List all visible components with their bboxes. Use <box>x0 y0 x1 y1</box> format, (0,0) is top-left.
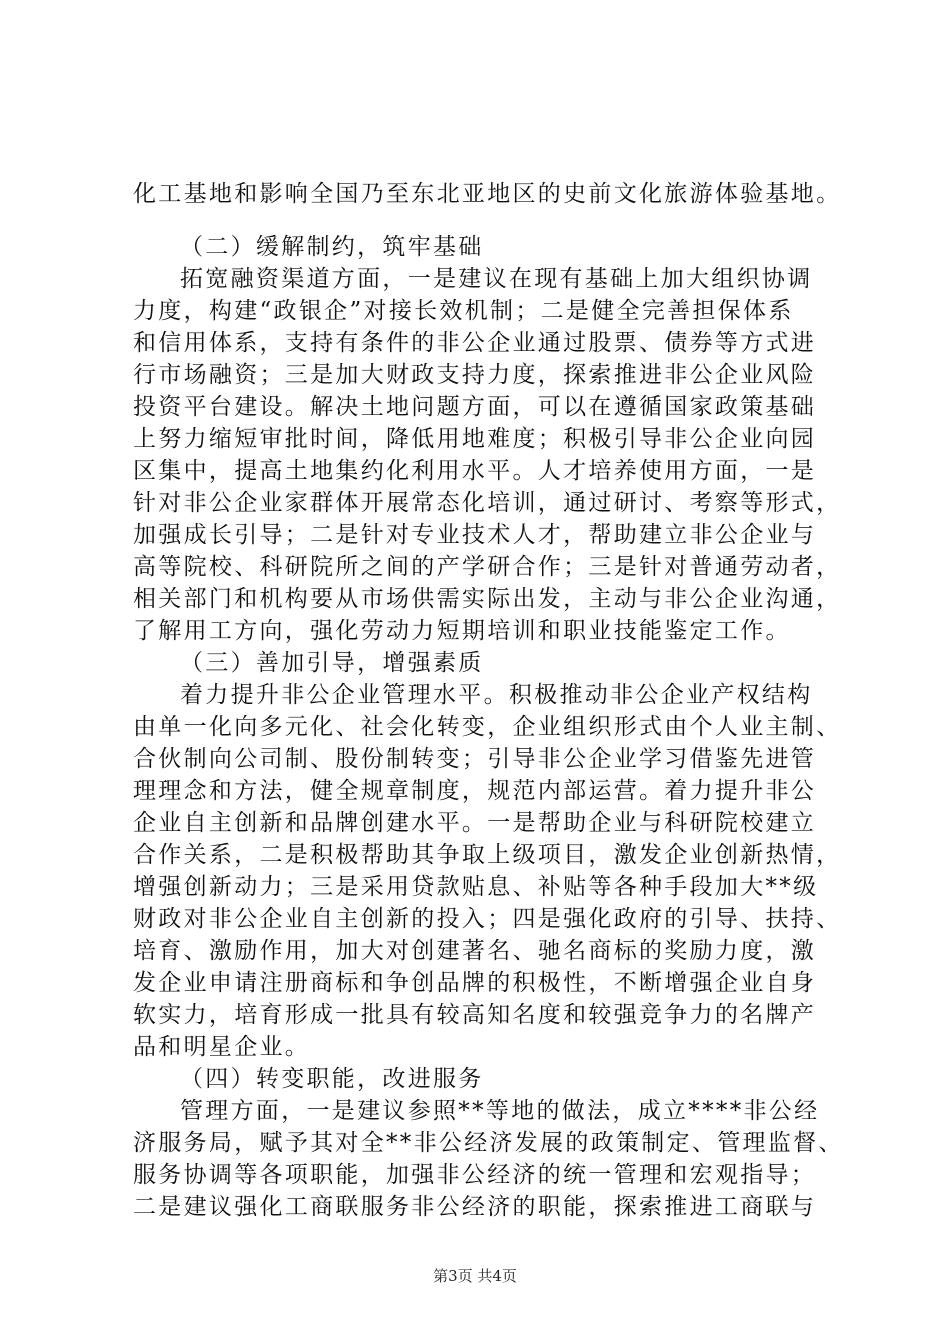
text-line: 力度，构建“政银企”对接长效机制；二是健全完善担保体系 <box>133 298 794 324</box>
text-line: 相关部门和机构要从市场供需实际出发，主动与非公企业沟通， <box>133 586 842 612</box>
text-line: 行市场融资；三是加大财政支持力度，探索推进非公企业风险 <box>133 362 817 388</box>
text-line: 管理方面，一是建议参照**等地的做法，成立****非公经 <box>180 1098 820 1124</box>
text-line: 和信用体系，支持有条件的非公企业通过股票、债券等方式进 <box>133 330 817 356</box>
text-line: 品和明星企业。 <box>133 1034 311 1060</box>
text-line: 服务协调等各项职能，加强非公经济的统一管理和宏观指导； <box>133 1162 817 1188</box>
text-line: 拓宽融资渠道方面，一是建议在现有基础上加大组织协调 <box>180 266 813 292</box>
page-number-footer: 第3页 共4页 <box>433 1267 517 1285</box>
text-line: 针对非公企业家群体开展常态化培训，通过研讨、考察等形式， <box>133 490 842 516</box>
text-line: 增强创新动力；三是采用贷款贴息、补贴等各种手段加大**级 <box>133 874 819 900</box>
text-line: 合伙制向公司制、股份制转变；引导非公企业学习借鉴先进管 <box>133 746 817 772</box>
text-line: 由单一化向多元化、社会化转变，企业组织形式由个人业主制、 <box>133 714 842 740</box>
text-line: 财政对非公企业自主创新的投入；四是强化政府的引导、扶持、 <box>133 906 842 932</box>
text-line: 发企业申请注册商标和争创品牌的积极性，不断增强企业自身 <box>133 970 817 996</box>
text-line: 培育、激励作用，加大对创建著名、驰名商标的奖励力度，激 <box>133 938 817 964</box>
text-line: 济服务局，赋予其对全**非公经济发展的政策制定、管理监督、 <box>133 1130 844 1156</box>
section-heading: （三）善加引导，增强素质 <box>180 650 484 676</box>
text-line: 上努力缩短审批时间，降低用地难度；积极引导非公企业向园 <box>133 426 817 452</box>
text-line: 着力提升非公企业管理水平。积极推动非公企业产权结构 <box>180 682 813 708</box>
text-line: 软实力，培育形成一批具有较高知名度和较强竞争力的名牌产 <box>133 1002 817 1028</box>
text-line: 合作关系，二是积极帮助其争取上级项目，激发企业创新热情， <box>133 842 842 868</box>
text-line: 高等院校、科研院所之间的产学研合作；三是针对普通劳动者， <box>133 554 842 580</box>
section-heading: （四）转变职能，改进服务 <box>180 1066 484 1092</box>
text-line: 区集中，提高土地集约化利用水平。人才培养使用方面，一是 <box>133 458 817 484</box>
text-line: 了解用工方向，强化劳动力短期培训和职业技能鉴定工作。 <box>133 618 791 644</box>
section-heading: （二）缓解制约，筑牢基础 <box>180 234 484 260</box>
text-line: 投资平台建设。解决土地问题方面，可以在遵循国家政策基础 <box>133 394 817 420</box>
text-line: 化工基地和影响全国乃至东北亚地区的史前文化旅游体验基地。 <box>133 181 842 207</box>
text-line: 企业自主创新和品牌创建水平。一是帮助企业与科研院校建立 <box>133 810 817 836</box>
text-line: 加强成长引导；二是针对专业技术人才，帮助建立非公企业与 <box>133 522 817 548</box>
text-line: 二是建议强化工商联服务非公经济的职能，探索推进工商联与 <box>133 1194 817 1220</box>
text-line: 理理念和方法，健全规章制度，规范内部运营。着力提升非公 <box>133 778 817 804</box>
